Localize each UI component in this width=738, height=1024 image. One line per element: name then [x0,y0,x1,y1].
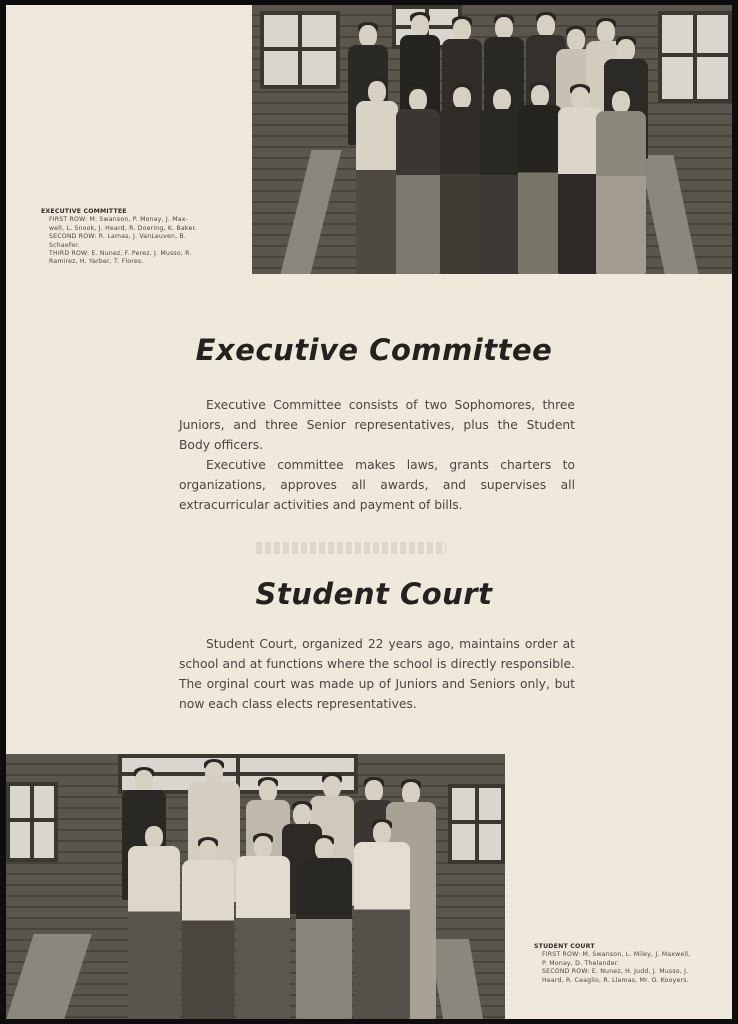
student-court-caption [534,943,732,985]
person [296,838,352,1019]
caption-line: Heard, R. Ceaglio, R. Llamas, Mr. O. Kooyers. [542,976,689,984]
person [596,91,646,274]
caption-line: SECOND ROW: R. Lamas, J. VanLeuven, B. [49,233,187,241]
caption-line: FIRST ROW: M. Swanson, L. Miley, J. Maxwell, [542,951,691,959]
executive-committee-photo [252,5,732,274]
person [518,85,562,274]
caption-title: STUDENT COURT [534,943,595,950]
person [354,822,410,1019]
executive-committee-heading: Executive Committee [195,333,553,367]
window [6,782,58,862]
window [448,784,505,864]
paragraph: Executive committee makes laws, grants charters to organizations, approves all awards, and supervises all extracurricular activities and payment of bills. [179,458,575,512]
caption-line: SECOND ROW: E. Nunez, H. Judd, J. Musso, J. [542,968,689,976]
paragraph: Executive Committee consists of two Sophomores, three Juniors, and three Senior representatives, plus the Student Body officers. [179,398,575,452]
person [396,89,440,274]
caption-line: FIRST ROW: M. Swanson, P. Monay, J. Max- [49,216,189,224]
caption-line: Ramirez, H. Yarber, T. Flores. [49,258,144,266]
person [440,87,484,274]
caption-title: EXECUTIVE COMMITTEE [41,208,127,215]
person [182,840,234,1019]
person [236,836,290,1019]
yearbook-page [6,5,732,1019]
window [658,11,732,103]
person [128,826,180,1019]
caption-line: THIRD ROW: E. Nunez, F. Perez, J. Musso, R. [49,250,192,258]
person [356,81,398,274]
bleed-through-mark [256,542,446,554]
paragraph: Student Court, organized 22 years ago, maintains order at school and at functions where the school is directly responsible. The orginal court was made up of Juniors and Seniors only, but now each class elects representatives. [179,637,575,711]
student-court-text [179,634,575,714]
caption-line: P. Monay, D. Thelander. [542,959,620,967]
executive-committee-caption [41,208,236,267]
executive-committee-text [179,395,575,515]
caption-line: Schaefer. [49,241,80,249]
window [260,11,340,89]
caption-line: well, L. Snook, J. Heard, R. Doering, K. Baker. [49,224,197,232]
student-court-heading: Student Court [255,577,493,611]
student-court-photo [6,754,505,1019]
